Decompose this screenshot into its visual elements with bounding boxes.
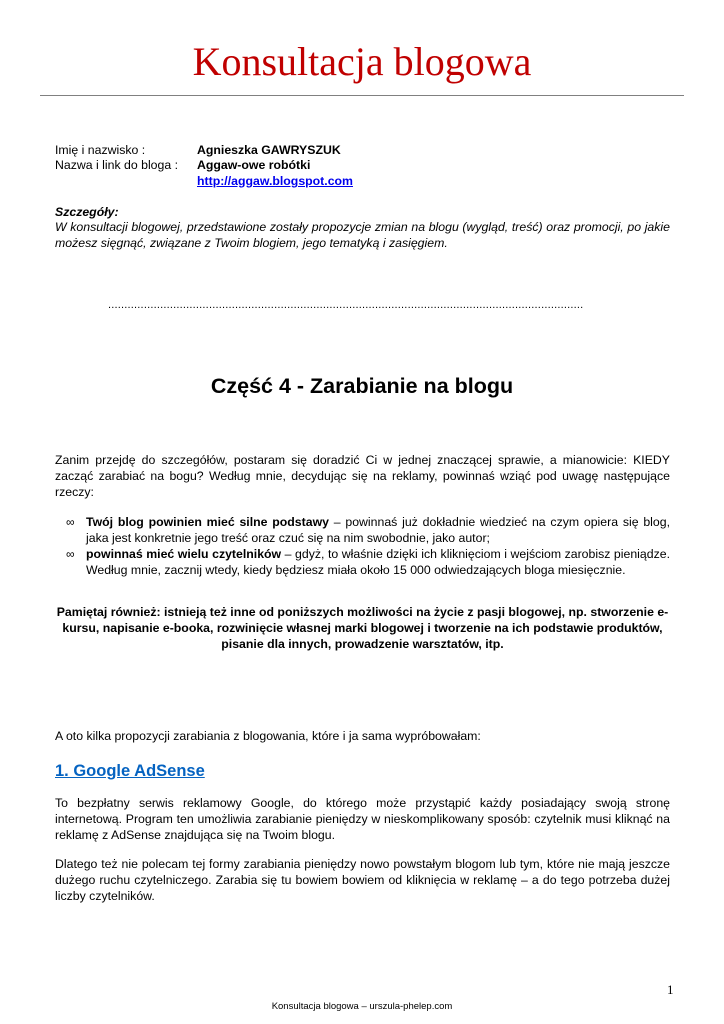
section-title: Część 4 - Zarabianie na blogu (210, 374, 514, 398)
details-text: W konsultacji blogowej, przedstawione zostały propozycje zmian na blogu (wygląd, treść) oraz promocji, po jakie możesz sięgnąć, związane z Twoim blogiem, jego tematyką i zasięgiem. (55, 220, 670, 250)
infinity-bullet-icon: ∞ (66, 547, 75, 561)
list-item-bold: powinnaś mieć wielu czytelników (86, 547, 282, 561)
blog-label: Nazwa i link do bloga : (55, 158, 179, 172)
infinity-bullet-icon: ∞ (66, 515, 75, 529)
list-item (66, 514, 670, 546)
blog-link[interactable]: http://aggaw.blogspot.com (197, 174, 353, 188)
title-divider (40, 95, 684, 96)
document-title: Konsultacja blogowa (192, 39, 532, 84)
requirements-list (66, 514, 670, 578)
name-value: Agnieszka GAWRYSZUK (197, 143, 341, 157)
list-item-bold: Twój blog powinien mieć silne podstawy (86, 515, 329, 529)
list-item (66, 546, 670, 578)
name-label: Imię i nazwisko : (55, 143, 146, 157)
blog-name: Aggaw-owe robótki (197, 158, 311, 172)
proposals-intro: A oto kilka propozycji zarabiania z blogowania, które i ja sama wypróbowałam: (55, 729, 481, 743)
details-heading: Szczegóły: (55, 205, 119, 219)
adsense-paragraph-2: Dlatego też nie polecam tej formy zarabiania pieniędzy nowo powstałym blogom lub tym, które nie mają jeszcze dużego ruchu czytelniczego. Zarabia się tu bowiem bowiem od kliknięcia w reklamę – a do tego potrzeba dużej liczby czytelników. (55, 857, 670, 903)
page-number: 1 (667, 982, 674, 997)
list-item-text: – powinnaś już dokładnie wiedzieć na czym opiera się blog, jaka jest konkretnie jego treść oraz czuć się na nim swobodnie, jako autor; (86, 515, 671, 545)
adsense-heading (55, 760, 205, 782)
blog-link-row (197, 173, 353, 189)
page-footer: Konsultacja blogowa – urszula-phelep.com (271, 1001, 453, 1012)
intro-paragraph: Zanim przejdę do szczegółów, postaram się doradzić Ci w jednej znaczącej sprawie, a mianowicie: KIEDY zacząć zarabiać na bogu? Według mnie, decydując się na reklamy, powinnaś wziąć pod uwagę następujące rzeczy: (55, 453, 670, 499)
list-item-text: – gdyż, to właśnie dzięki ich kliknięciom i wejściom zarobisz pieniądze. Według mnie, zacznij wtedy, kiedy będziesz miała około 15 000 odwiedzających bloga miesięcznie. (86, 547, 670, 577)
adsense-paragraph-1: To bezpłatny serwis reklamowy Google, do którego może przystąpić każdy posiadający swoją stronę internetową. Program ten umożliwia zarabianie pieniędzy w nieskomplikowany sposób: czytelnik musi kliknąć na reklamę z AdSense znajdująca się na Twoim blogu. (55, 796, 670, 842)
reminder-note: Pamiętaj również: istnieją też inne od poniższych możliwości na życie z pasji blogowej, np. stworzenie e-kursu, napisanie e-booka, rozwinięcie własnej marki blogowej i tworzenie na ich podstawie produktów, pisanie dla innych, prowadzenie warsztatów, itp. (56, 605, 669, 651)
dotted-separator: .................................................................................................................................................. (108, 299, 584, 311)
adsense-heading-link[interactable]: 1. Google AdSense (55, 762, 205, 780)
